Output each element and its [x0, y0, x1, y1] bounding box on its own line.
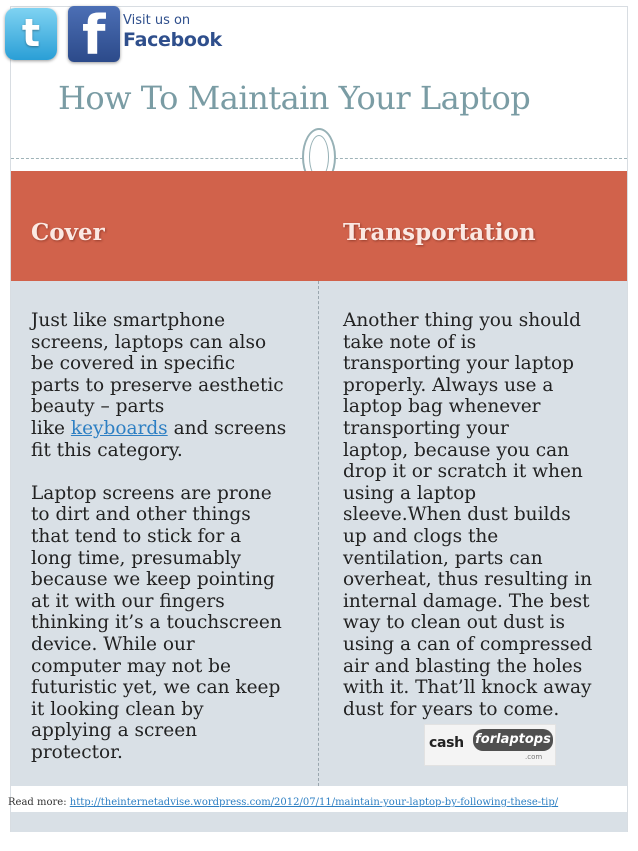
text-line: Laptop screens are prone	[31, 482, 272, 504]
text-line: air and blasting the holes	[343, 655, 583, 677]
text-line: be covered in specific	[31, 353, 236, 375]
text-line: sleeve.When dust builds	[343, 504, 571, 526]
twitter-glyph: t	[21, 11, 41, 55]
transportation-column	[343, 310, 592, 720]
facebook-glyph: f	[82, 6, 106, 62]
text-line: Another thing you should	[343, 310, 581, 331]
heading-cover: Cover	[31, 219, 105, 246]
text-line: using a laptop	[343, 482, 477, 504]
text-line: with it. That’ll knock away	[343, 677, 592, 699]
logo-tag: .com	[525, 753, 543, 761]
text-line: thinking it’s a touchscreen	[31, 612, 282, 634]
text-line: take note of is	[343, 331, 477, 353]
text-line: Just like smartphone	[31, 310, 226, 331]
heading-transportation: Transportation	[343, 219, 536, 246]
text-line-with-link	[31, 418, 286, 440]
text-line: way to clean out dust is	[343, 612, 566, 634]
text-fragment: and screens	[167, 417, 287, 439]
text-line: using a can of compressed	[343, 633, 593, 655]
text-line: laptop, because you can	[343, 439, 570, 461]
text-line: up and clogs the	[343, 525, 499, 547]
text-line: that tend to stick for a	[31, 525, 242, 547]
facebook-icon[interactable]	[68, 6, 120, 62]
footer-band	[11, 812, 627, 832]
text-line: computer may not be	[31, 655, 231, 677]
text-line: long time, presumably	[31, 547, 242, 569]
text-line: internal damage. The best	[343, 590, 590, 612]
text-line: transporting your	[343, 417, 509, 439]
logo-word-cash: cash	[429, 735, 464, 751]
text-line: screens, laptops can also	[31, 331, 267, 353]
read-more-url-link[interactable]: http://theinternetadvise.wordpress.com/2012/07/11/maintain-your-laptop-by-following-these-tip/	[69, 797, 559, 808]
twitter-icon[interactable]	[5, 8, 57, 60]
text-line: laptop bag whenever	[343, 396, 541, 418]
read-more	[8, 796, 558, 810]
text-line: to dirt and other things	[31, 504, 251, 526]
text-line: properly. Always use a	[343, 374, 554, 396]
text-line: fit this category.	[31, 439, 183, 461]
cover-paragraph-1	[31, 310, 286, 461]
text-line: transporting your laptop	[343, 353, 574, 375]
column-separator	[318, 281, 319, 786]
logo-word-forlaptops: forlaptops	[473, 729, 553, 751]
text-line: device. While our	[31, 633, 195, 655]
text-line: overheat, thus resulting in	[343, 569, 593, 591]
transportation-paragraph	[343, 310, 592, 720]
read-more-label: Read more:	[8, 797, 70, 808]
text-fragment: like	[31, 417, 71, 439]
text-line: beauty – parts	[31, 396, 165, 418]
text-line: because we keep pointing	[31, 569, 275, 591]
text-line: at it with our fingers	[31, 590, 225, 612]
cashforlaptops-logo[interactable]	[424, 724, 556, 766]
facebook-link[interactable]	[123, 13, 222, 51]
text-line: ventilation, parts can	[343, 547, 543, 569]
text-line: parts to preserve aesthetic	[31, 374, 284, 396]
facebook-line1: Visit us on	[123, 13, 191, 28]
cover-paragraph-2	[31, 483, 286, 764]
text-line: protector.	[31, 741, 123, 763]
text-line: drop it or scratch it when	[343, 461, 583, 483]
text-line: it looking clean by	[31, 698, 204, 720]
cover-column	[31, 310, 286, 763]
facebook-line2: Facebook	[123, 29, 222, 51]
page-title: How To Maintain Your Laptop	[58, 79, 531, 117]
text-line: applying a screen	[31, 720, 198, 742]
keyboards-link[interactable]: keyboards	[70, 417, 168, 439]
text-line: dust for years to come.	[343, 698, 560, 720]
text-line: futuristic yet, we can keep	[31, 677, 281, 699]
